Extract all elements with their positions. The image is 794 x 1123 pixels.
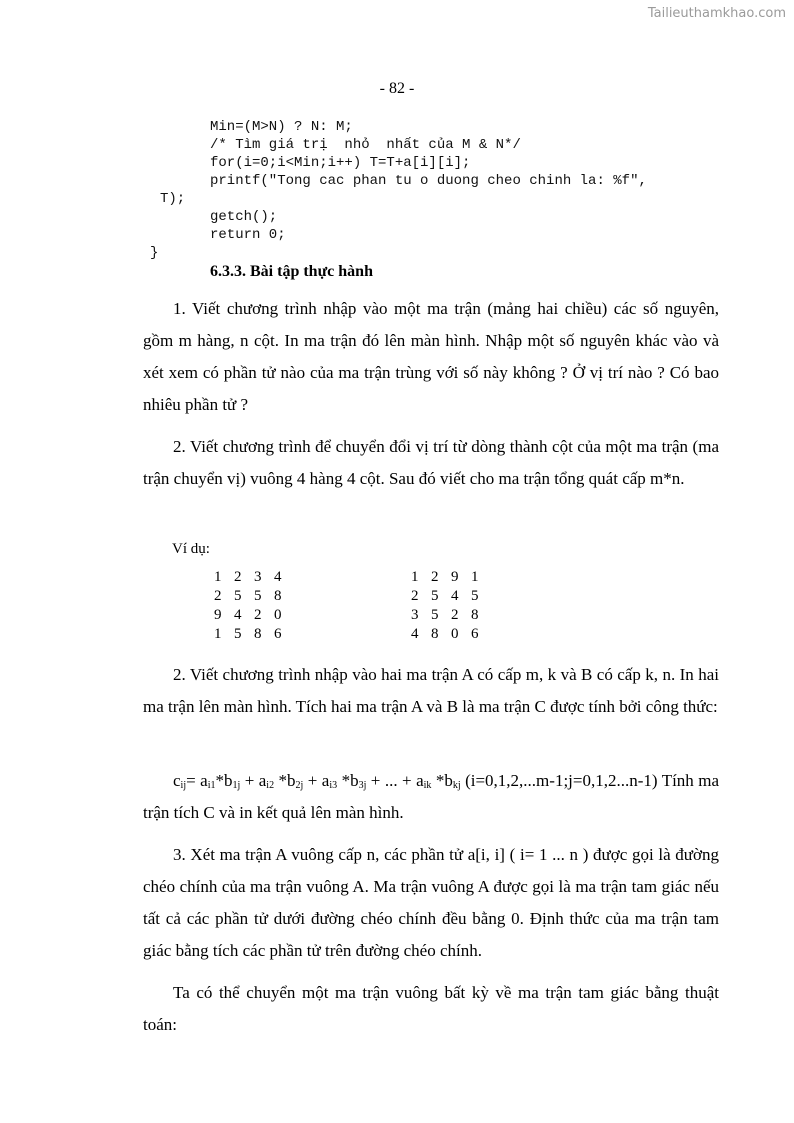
- matrix-cell: 5: [234, 626, 242, 642]
- matrix-cell: 1: [411, 569, 419, 585]
- formula-sub: ik: [423, 780, 432, 791]
- matrix-row: [214, 625, 294, 644]
- formula-sub: 3j: [358, 780, 367, 791]
- formula-sub: i2: [266, 780, 275, 791]
- matrix-left: [214, 568, 294, 644]
- matrix-cell: 6: [471, 626, 479, 642]
- section-heading: 6.3.3. Bài tập thực hành: [210, 263, 373, 280]
- matrix-cell: 9: [214, 607, 222, 623]
- matrix-cell: 2: [254, 607, 262, 623]
- matrix-cell: 8: [471, 607, 479, 623]
- formula-sub: i1: [207, 780, 216, 791]
- matrix-cell: 1: [471, 569, 479, 585]
- matrix-row: [411, 587, 491, 606]
- formula-part: (i=0,1,2,...m-1;j=0,1,2...n-1) Tính ma trận tích C và in kết quả lên màn hình.: [143, 771, 720, 822]
- matrix-cell: 4: [451, 588, 459, 604]
- code-line: }: [150, 245, 159, 261]
- matrix-row: [214, 606, 294, 625]
- formula-sub: 1j: [232, 780, 241, 791]
- matrix-cell: 3: [411, 607, 419, 623]
- matrix-cell: 8: [431, 626, 439, 642]
- formula-part: *b: [431, 771, 453, 790]
- matrix-cell: 2: [451, 607, 459, 623]
- formula-sub: 2j: [295, 780, 304, 791]
- matrix-cell: 8: [274, 588, 282, 604]
- matrix-cell: 0: [451, 626, 459, 642]
- code-line: Min=(M>N) ? N: M;: [210, 119, 353, 135]
- code-line: getch();: [210, 209, 278, 225]
- exercise-2: [143, 431, 719, 495]
- exercise-3: [143, 659, 719, 723]
- formula-part: + ... +: [366, 771, 417, 790]
- exercise-1-text: 1. Viết chương trình nhập vào một ma trận (mảng hai chiều) các số nguyên, gồm m hàng, n cột. In ma trận đó lên màn hình. Nhập một số nguyên khác vào và xét xem có phần tử nào của ma trận trùng với số này không ? Ở vị trí nào ? Có bao nhiêu phần tử ?: [143, 299, 719, 414]
- matrix-cell: 1: [214, 626, 222, 642]
- matrix-cell: 0: [274, 607, 282, 623]
- formula-part: =: [186, 771, 201, 790]
- example-label: Ví dụ:: [172, 541, 210, 557]
- closing-paragraph: [143, 977, 719, 1041]
- matrix-cell: 1: [214, 569, 222, 585]
- matrix-cell: 2: [431, 569, 439, 585]
- exercise-4-text: 3. Xét ma trận A vuông cấp n, các phần tử a[i, i] ( i= 1 ... n ) được gọi là đường chéo chính của ma trận vuông A. Ma trận vuông A được gọi là ma trận tam giác nếu tất cả các phần tử dưới đường chéo chính đều bằng 0. Định thức của ma trận tam giác bằng tích các phần tử trên đường chéo chính.: [143, 845, 719, 960]
- matrix-cell: 2: [214, 588, 222, 604]
- formula-part: a: [416, 771, 424, 790]
- matrix-cell: 6: [274, 626, 282, 642]
- formula: [143, 765, 719, 829]
- matrix-cell: 4: [234, 607, 242, 623]
- formula-sub: kj: [452, 780, 461, 791]
- formula-part: *b: [337, 771, 359, 790]
- exercise-2-text: 2. Viết chương trình để chuyển đổi vị trí từ dòng thành cột của một ma trận (ma trận chuyển vị) vuông 4 hàng 4 cột. Sau đó viết cho ma trận tổng quát cấp m*n.: [143, 437, 719, 488]
- matrix-cell: 5: [431, 588, 439, 604]
- closing-text: Ta có thể chuyển một ma trận vuông bất kỳ về ma trận tam giác bằng thuật toán:: [143, 983, 719, 1034]
- formula-part: *b: [274, 771, 296, 790]
- formula-part: a: [258, 771, 267, 790]
- formula-part: *b: [215, 771, 233, 790]
- formula-part: a: [321, 771, 330, 790]
- page-number: - 82 -: [379, 80, 415, 97]
- formula-part: c: [173, 771, 181, 790]
- matrix-cell: 5: [471, 588, 479, 604]
- matrix-row: [411, 568, 491, 587]
- formula-part: a: [200, 771, 208, 790]
- formula-sub: i3: [329, 780, 338, 791]
- code-line: for(i=0;i<Min;i++) T=T+a[i][i];: [210, 155, 471, 171]
- code-line: printf("Tong cac phan tu o duong cheo chinh la: %f",: [210, 173, 647, 189]
- watermark: Tailieuthamkhao.com: [647, 6, 786, 21]
- matrix-cell: 8: [254, 626, 262, 642]
- matrix-cell: 9: [451, 569, 459, 585]
- formula-part: +: [240, 771, 259, 790]
- code-line: return 0;: [210, 227, 286, 243]
- exercise-4: [143, 839, 719, 967]
- matrix-row: [214, 568, 294, 587]
- exercise-1: [143, 293, 719, 421]
- code-line: T);: [160, 191, 186, 207]
- matrix-cell: 4: [274, 569, 282, 585]
- matrix-cell: 5: [254, 588, 262, 604]
- matrix-cell: 3: [254, 569, 262, 585]
- formula-sub: ij: [180, 780, 187, 791]
- matrix-cell: 5: [431, 607, 439, 623]
- matrix-row: [411, 625, 491, 644]
- matrix-cell: 2: [411, 588, 419, 604]
- matrix-cell: 4: [411, 626, 419, 642]
- code-line: /* Tìm giá trị nhỏ nhất của M & N*/: [210, 137, 521, 153]
- matrix-row: [411, 606, 491, 625]
- exercise-3-text: 2. Viết chương trình nhập vào hai ma trận A có cấp m, k và B có cấp k, n. In hai ma trận lên màn hình. Tích hai ma trận A và B là ma trận C được tính bởi công thức:: [143, 665, 719, 716]
- matrix-right: [411, 568, 491, 644]
- matrix-row: [214, 587, 294, 606]
- matrix-cell: 5: [234, 588, 242, 604]
- formula-part: +: [303, 771, 322, 790]
- matrix-cell: 2: [234, 569, 242, 585]
